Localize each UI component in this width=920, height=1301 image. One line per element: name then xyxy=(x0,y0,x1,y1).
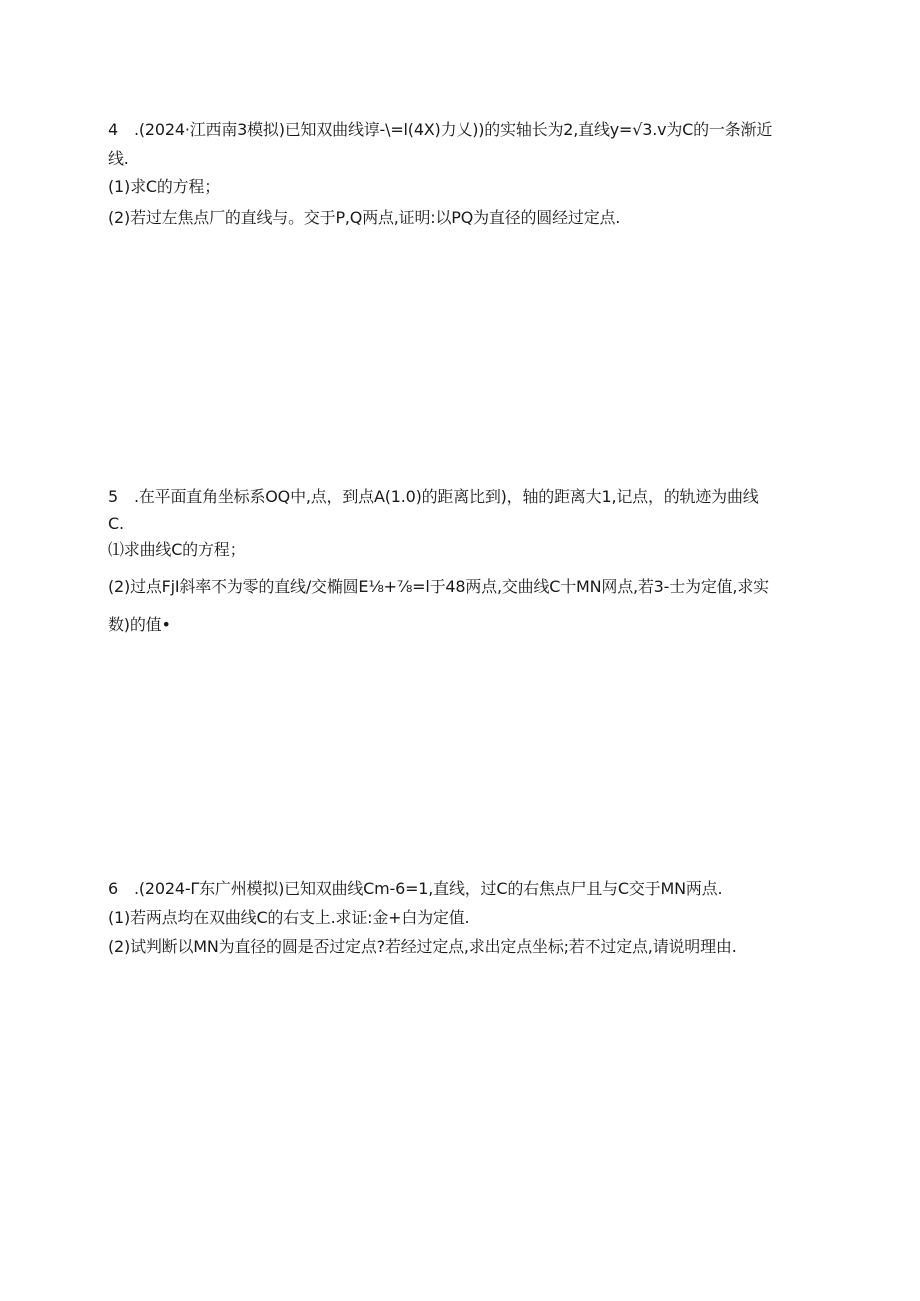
problem-number: 6 xyxy=(108,879,118,898)
problem-5-part-1 xyxy=(108,540,245,560)
problem-text: (2)若过左焦点厂的直线与。交于P,Q两点,证明:以PQ为直径的圆经过定点. xyxy=(108,208,621,227)
problem-text: 数)的值• xyxy=(108,615,171,634)
problem-5-part-2-cont xyxy=(108,615,171,635)
problem-text: (2)试判断以MN为直径的圆是否过定点?若经过定点,求出定点坐标;若不过定点,请说明理由. xyxy=(108,937,737,956)
problem-5-part-2 xyxy=(108,577,769,597)
problem-text: (1)求C的方程； xyxy=(108,177,221,196)
problem-text: ⑴求曲线C的方程； xyxy=(108,540,246,559)
problem-6-part-1 xyxy=(108,908,469,928)
problem-text: .在平面直角坐标系OQ中,点，到点A(1.0)的距离比到)，轴的距离大1,记点，的轨迹为曲线 xyxy=(134,487,759,506)
problem-text: (1)若两点均在双曲线C的右支上.求证:金+白为定值. xyxy=(108,908,470,927)
problem-text: C. xyxy=(108,514,124,533)
problem-4-line-2 xyxy=(108,149,129,169)
problem-6-line-1 xyxy=(108,879,722,899)
problem-5-line-2 xyxy=(108,514,124,534)
problem-6-part-2 xyxy=(108,937,737,957)
problem-4-part-2 xyxy=(108,208,620,228)
problem-4-line-1 xyxy=(108,120,772,140)
problem-5-line-1 xyxy=(108,487,759,507)
problem-text: .(2024·江西南3模拟)已知双曲线谆-\=l(4X)力乂))的实轴长为2,直线y=√3.v为C的一条渐近 xyxy=(134,120,773,139)
problem-4-part-1 xyxy=(108,177,220,197)
problem-number: 4 xyxy=(108,120,118,139)
problem-text: 线. xyxy=(108,149,129,168)
problem-text: (2)过点FjI斜率不为零的直线/交椭圆E⅛+⅞=l于48两点,交曲线C十MN网点,若3-士为定值,求实 xyxy=(108,577,769,596)
problem-text: .(2024-Γ东广州模拟)已知双曲线Cm-6=1,直线，过C的右焦点尸且与C交于MN两点. xyxy=(134,879,723,898)
problem-number: 5 xyxy=(108,487,118,506)
